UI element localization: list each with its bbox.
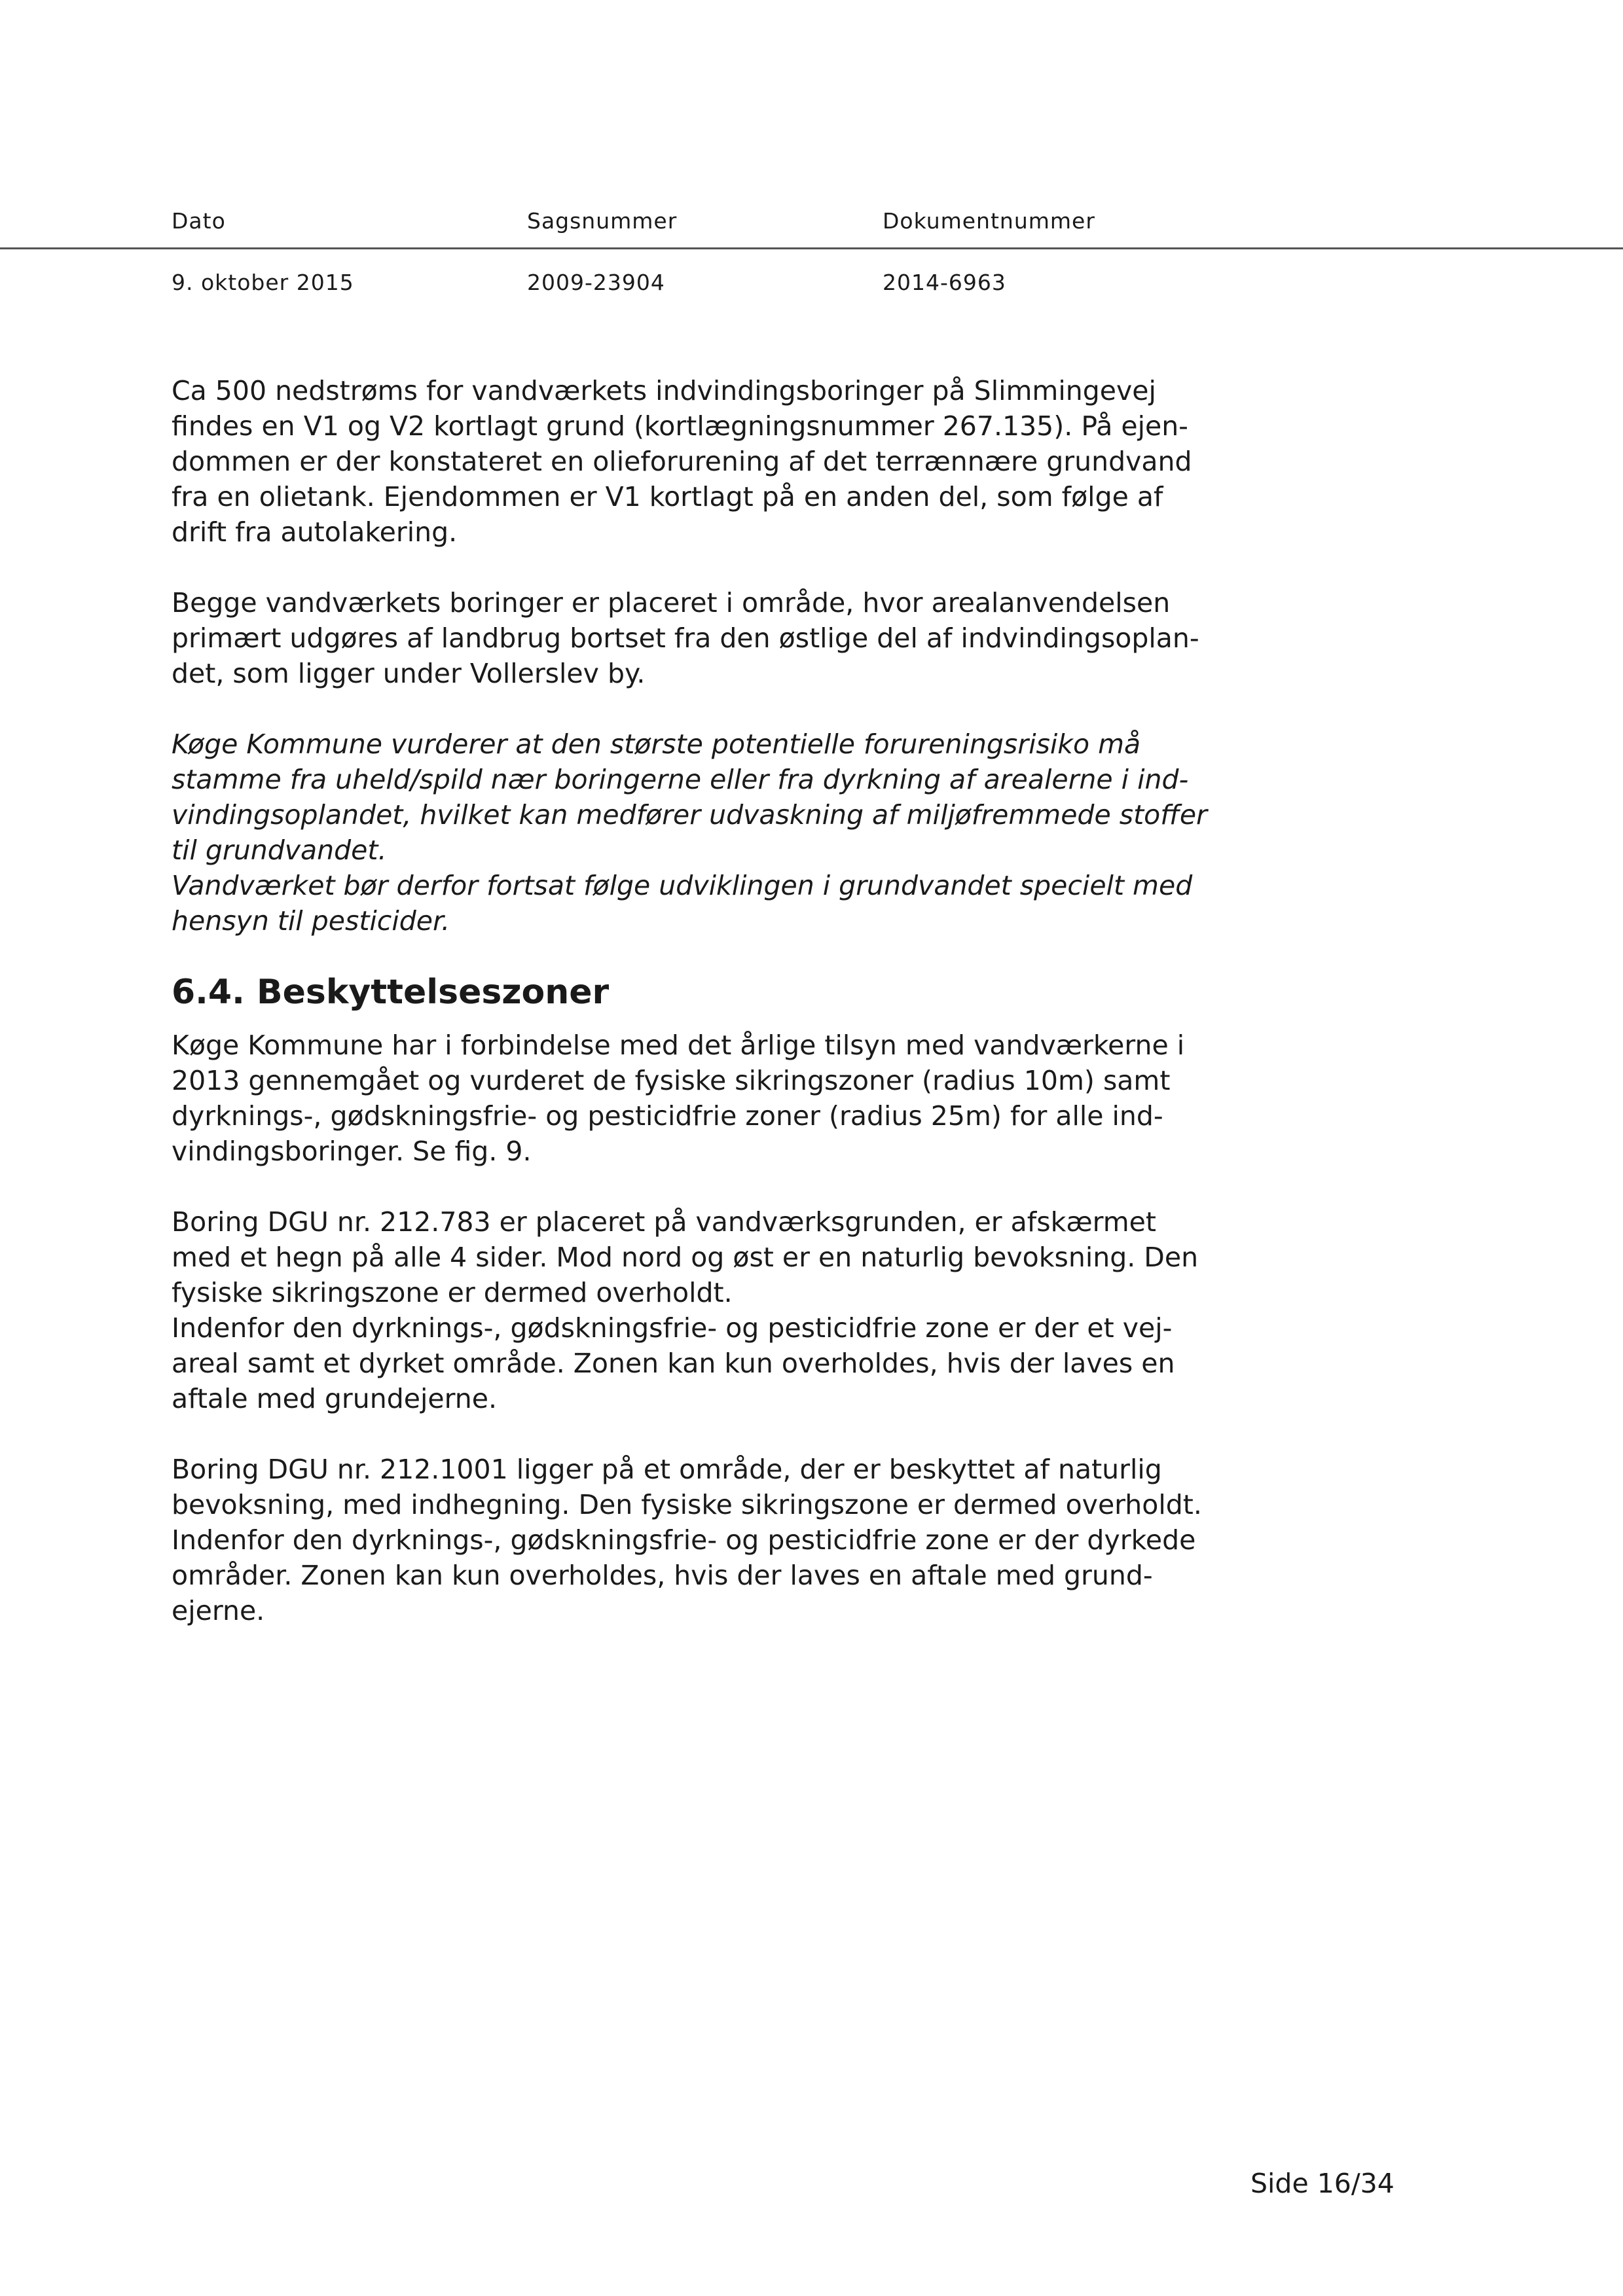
date-value: 9. oktober 2015 — [172, 270, 354, 295]
header-divider — [0, 247, 1623, 249]
section-heading: 6.4. Beskyttelseszoner — [172, 973, 610, 1012]
date-label: Dato — [172, 208, 226, 234]
document-meta-labels — [0, 208, 1623, 241]
paragraph-boring-212-783-zone: Indenfor den dyrknings-, gødskningsfrie- og pesticidfrie zone er der et vej- areal samt et dyrket område. Zonen kan kun overholdes, hvis der laves en aftale med grundejerne. — [172, 1312, 1175, 1414]
paragraph-recommendation: Vandværket bør derfor fortsat følge udviklingen i grundvandet specielt med hensyn til pesticider. — [172, 870, 1193, 937]
document-number-label: Dokumentnummer — [883, 208, 1095, 234]
document-meta-values — [0, 270, 1623, 302]
paragraph-land-use: Begge vandværkets boringer er placeret i område, hvor arealanvendelsen primært udgøres af landbrug bortset fra den østlige del af indvindingsoplan- det, som ligger under Vollerslev by. — [172, 587, 1199, 689]
paragraph-boring-212-783: Boring DGU nr. 212.783 er placeret på vandværksgrunden, er afskærmet med et hegn på alle 4 sider. Mod nord og øst er en naturlig bevoksning. Den fysiske sikringszone er dermed overholdt. — [172, 1206, 1199, 1308]
paragraph-protection-zones-intro: Køge Kommune har i forbindelse med det årlige tilsyn med vandværkerne i 2013 gennemgået og vurderet de fysiske sikringszoner (radius 10m) samt dyrknings-, gødskningsfrie- og pesticidfrie zoner (radius 25m) for alle ind- vindingsboringer. Se fig. 9. — [172, 1030, 1185, 1167]
paragraph-boring-212-1001: Boring DGU nr. 212.1001 ligger på et område, der er beskyttet af naturlig bevoksning, med indhegning. Den fysiske sikringszone er dermed overholdt. — [172, 1454, 1202, 1520]
page-number: Side 16/34 — [1250, 2168, 1395, 2199]
paragraph-boring-212-1001-zone: Indenfor den dyrknings-, gødskningsfrie- og pesticidfrie zone er der dyrkede områder. Zonen kan kun overholdes, hvis der laves en aftale med grund- ejerne. — [172, 1524, 1196, 1626]
paragraph-contaminated-site: Ca 500 nedstrøms for vandværkets indvindingsboringer på Slimmingevej findes en V1 og V2 kortlagt grund (kortlægningsnummer 267.135). På ejen- dommen er der konstateret en olieforurening af det terrænnære grundvand fra en olietank. Ejendommen er V1 kortlagt på en anden del, som følge af drift fra autolakering. — [172, 375, 1192, 548]
paragraph-risk-assessment: Køge Kommune vurderer at den største potentielle forureningsrisiko må stamme fra uheld/spild nær boringerne eller fra dyrkning af arealerne i ind- vindingsoplandet, hvilket kan medfører udvaskning af miljøfremmede stoffer til grundvandet. — [172, 728, 1207, 866]
document-body — [172, 373, 1245, 1628]
case-number-label: Sagsnummer — [527, 208, 678, 234]
case-number-value: 2009-23904 — [527, 270, 665, 295]
document-number-value: 2014-6963 — [883, 270, 1006, 295]
